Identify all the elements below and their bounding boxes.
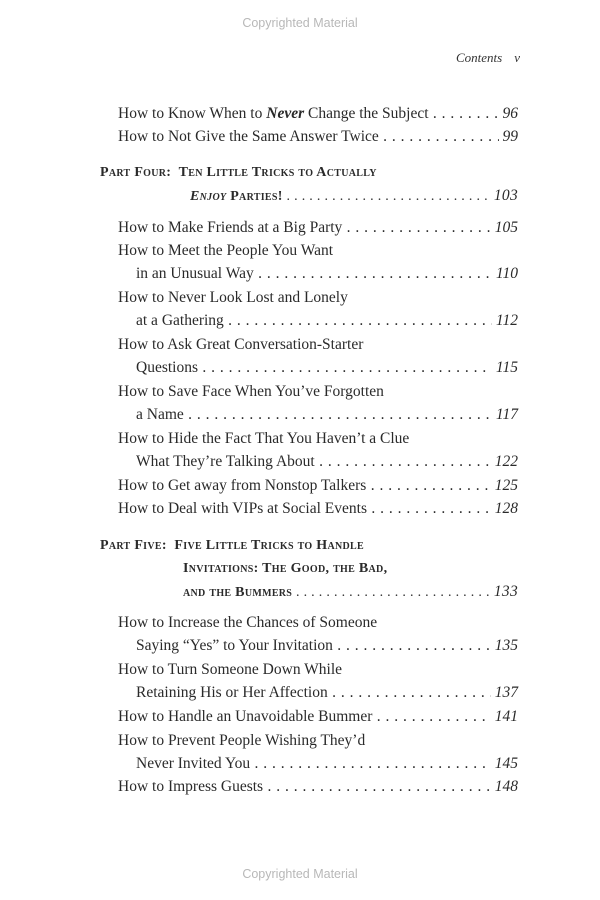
toc-page-number: 117 — [495, 406, 518, 423]
part-four-title-line2: Parties! — [226, 189, 283, 204]
toc-entry-title-cont: in an Unusual Way . . . — [136, 264, 492, 284]
toc-entry-title-cont: at a Gathering . . . — [136, 311, 492, 331]
toc-page-number: 145 — [494, 755, 518, 772]
toc-entry-title-cont: What They’re Talking About . . . — [136, 452, 491, 472]
part-five-heading-cont[interactable] — [183, 582, 518, 602]
toc-entry-title: How to Deal with VIPs at Social Events . . . — [118, 499, 491, 519]
toc-entry[interactable] — [136, 683, 518, 703]
toc-page-number: 148 — [494, 778, 518, 795]
part-five-heading[interactable] — [100, 536, 364, 556]
toc-entry-title-cont: Saying “Yes” to Your Invitation . . . — [136, 636, 491, 656]
toc-entry[interactable] — [118, 777, 518, 797]
toc-page-number: 96 — [502, 105, 518, 122]
watermark-top: Copyrighted Material — [242, 16, 358, 30]
toc-page-number: 112 — [495, 312, 518, 329]
toc-page-number: 99 — [502, 128, 518, 145]
toc-entry-title[interactable]: How to Increase the Chances of Someone — [118, 614, 378, 631]
toc-entry[interactable] — [136, 452, 518, 472]
running-head — [456, 50, 520, 66]
toc-entry[interactable] — [118, 127, 518, 147]
part-four-heading[interactable] — [100, 163, 377, 183]
emphasis-never: Never — [266, 105, 305, 122]
part-five-title-line3: and the Bummers . . . — [183, 583, 490, 603]
toc-entry-title: How to Not Give the Same Answer Twice . . . — [118, 127, 499, 147]
toc-entry[interactable] — [136, 754, 518, 774]
toc-entry-title: How to Handle an Unavoidable Bummer . . . — [118, 707, 491, 727]
toc-entry-title[interactable]: How to Prevent People Wishing They’d — [118, 732, 366, 749]
toc-page-number: 110 — [495, 265, 518, 282]
toc-page-number: 141 — [494, 708, 518, 725]
toc-entry[interactable] — [118, 499, 518, 519]
part-four-heading-cont[interactable] — [190, 186, 518, 206]
toc-page-number: 128 — [494, 500, 518, 517]
toc-entry-title[interactable]: How to Hide the Fact That You Haven’t a Clue — [118, 430, 410, 447]
toc-entry[interactable] — [118, 218, 518, 238]
toc-entry[interactable] — [118, 707, 518, 727]
part-four-label: Part Four: — [100, 165, 172, 180]
running-head-title: Contents — [455, 50, 503, 65]
part-five-title-line1: Five Little Tricks to Handle — [174, 538, 364, 553]
part-five-label: Part Five: — [100, 538, 167, 553]
toc-entry-title[interactable]: How to Save Face When You’ve Forgotten — [118, 383, 384, 400]
toc-page-number: 105 — [494, 219, 518, 236]
toc-entry-title[interactable]: How to Never Look Lost and Lonely — [118, 289, 348, 306]
toc-entry-title: How to Know When to Never Change the Subject . . . — [118, 104, 499, 124]
toc-entry[interactable] — [118, 476, 518, 496]
toc-entry-title: How to Get away from Nonstop Talkers . . . — [118, 476, 491, 496]
part-five-title-line2: Invitations: The Good, the Bad, — [183, 561, 388, 576]
toc-entry[interactable] — [136, 264, 518, 284]
toc-entry-title[interactable]: How to Ask Great Conversation-Starter — [118, 336, 364, 353]
toc-entry-title-cont: Never Invited You . . . — [136, 754, 491, 774]
running-head-page-number: v — [514, 50, 520, 65]
part-four-title-em: Enjoy — [190, 189, 227, 204]
toc-entry[interactable] — [136, 311, 518, 331]
toc-entry-title[interactable]: How to Turn Someone Down While — [118, 661, 343, 678]
toc-page-number: 115 — [495, 359, 518, 376]
watermark-bottom: Copyrighted Material — [242, 867, 358, 881]
toc-entry-title: How to Impress Guests . . . — [118, 777, 491, 797]
toc-page-number: 135 — [494, 637, 518, 654]
toc-entry-title-cont: Questions . . . — [136, 358, 492, 378]
toc-entry[interactable] — [136, 405, 518, 425]
toc-entry[interactable] — [136, 636, 518, 656]
toc-page-number: 137 — [494, 684, 518, 701]
toc-page-number: 122 — [494, 453, 518, 470]
toc-page-number: 125 — [494, 477, 518, 494]
toc-entry-title: How to Make Friends at a Big Party . . . — [118, 218, 491, 238]
toc-entry[interactable] — [136, 358, 518, 378]
part-four-title-line1: Ten Little Tricks to Actually — [178, 165, 377, 180]
part-four-page-number: 103 — [493, 187, 518, 204]
part-five-page-number: 133 — [493, 583, 518, 600]
toc-entry[interactable] — [118, 104, 518, 124]
toc-entry-title-cont: a Name . . . — [136, 405, 492, 425]
toc-entry-title[interactable]: How to Meet the People You Want — [118, 242, 334, 259]
toc-entry-title-cont: Retaining His or Her Affection . . . — [136, 683, 491, 703]
